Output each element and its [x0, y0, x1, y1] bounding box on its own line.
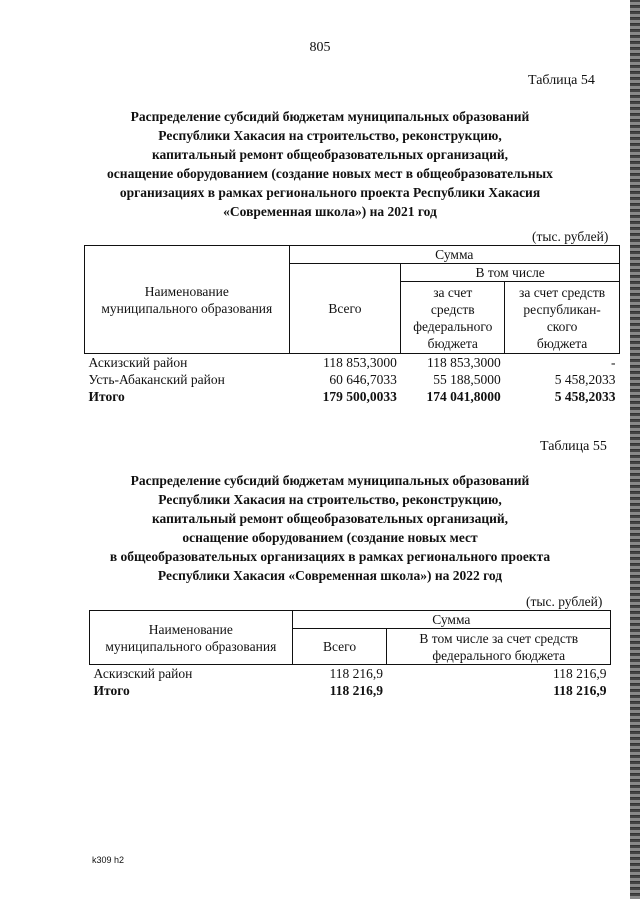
cell-total: 118 216,9 [329, 666, 383, 681]
cell-total: 179 500,0033 [322, 389, 397, 404]
table-54-units: (тыс. рублей) [532, 229, 609, 244]
header-name-line: Наименование [144, 283, 229, 299]
table-55-units: (тыс. рублей) [526, 594, 603, 609]
title-line: Распределение субсидий бюджетам муниципальных образований [130, 109, 530, 124]
header-federal-line: В том числе за счет средств [419, 630, 579, 646]
table-54 [84, 245, 620, 405]
cell-federal: 118 216,9 [553, 666, 607, 681]
table-row [85, 371, 620, 388]
cell-total: 118 853,3000 [323, 355, 397, 370]
header-total: Всего [292, 629, 387, 665]
title-line: оснащение оборудованием (создание новых мест в общеобразовательных [107, 166, 553, 181]
table-total-row [90, 682, 611, 699]
title-line: Республики Хакасия на строительство, реконструкцию, [158, 128, 502, 143]
scan-edge [630, 0, 640, 899]
cell-federal: 118 216,9 [553, 683, 607, 698]
cell-federal: 174 041,8000 [426, 389, 501, 404]
table-55-label: Таблица 55 [540, 439, 607, 454]
table-total-row [85, 388, 620, 405]
title-line: Республики Хакасия на строительство, реконструкцию, [158, 492, 502, 507]
footer-code: k309 h2 [92, 855, 125, 865]
header-republic [505, 282, 620, 354]
header-name [85, 246, 290, 354]
header-including: В том числе [401, 264, 620, 282]
header-name-line: муниципального образования [105, 638, 277, 654]
header-total: Всего [289, 264, 401, 354]
cell-name: Аскизский район [88, 355, 188, 370]
cell-name: Аскизский район [93, 666, 193, 681]
cell-federal: 55 188,5000 [433, 372, 501, 387]
cell-total: 118 216,9 [329, 683, 383, 698]
table-55 [89, 610, 611, 699]
title-line: «Современная школа») на 2021 год [223, 204, 437, 219]
header-federal-line: средств [430, 301, 475, 317]
header-republic-line: ского [546, 318, 578, 334]
cell-name: Усть-Абаканский район [88, 372, 225, 387]
header-sum: Сумма [289, 246, 619, 264]
header-republic-line: республикан- [523, 301, 601, 317]
title-line: капитальный ремонт общеобразовательных организаций, [151, 147, 509, 162]
cell-republic: 5 458,2033 [554, 372, 616, 387]
table-row [85, 354, 620, 372]
cell-name: Итого [93, 683, 130, 698]
cell-federal: 118 853,3000 [426, 355, 501, 370]
header-name [90, 611, 293, 665]
header-federal-line: за счет [433, 284, 473, 300]
header-federal [387, 629, 611, 665]
cell-total: 60 646,7033 [329, 372, 397, 387]
title-line: Республики Хакасия «Современная школа») на 2022 год [157, 568, 503, 583]
title-line: оснащение оборудованием (создание новых мест [182, 530, 478, 545]
header-name-line: Наименование [148, 621, 233, 637]
header-federal-line: бюджета [427, 335, 478, 351]
header-name-line: муниципального образования [101, 300, 273, 316]
header-federal [401, 282, 505, 354]
table-55-title [80, 471, 580, 585]
table-54-label: Таблица 54 [528, 73, 595, 88]
page-number: 805 [309, 40, 331, 55]
header-republic-line: бюджета [536, 335, 588, 351]
header-federal-line: федерального [413, 318, 493, 334]
table-row [90, 665, 611, 683]
title-line: организациях в рамках регионального проекта Республики Хакасия [119, 185, 541, 200]
header-federal-line: федерального бюджета [432, 647, 566, 663]
cell-name: Итого [88, 389, 125, 404]
title-line: капитальный ремонт общеобразовательных организаций, [151, 511, 509, 526]
cell-republic: 5 458,2033 [554, 389, 616, 404]
cell-republic: - [611, 355, 616, 370]
title-line: Распределение субсидий бюджетам муниципальных образований [130, 473, 530, 488]
header-sum: Сумма [292, 611, 610, 629]
header-republic-line: за счет средств [519, 284, 606, 300]
title-line: в общеобразовательных организациях в рамках регионального проекта [109, 549, 551, 564]
table-54-title [80, 107, 580, 221]
